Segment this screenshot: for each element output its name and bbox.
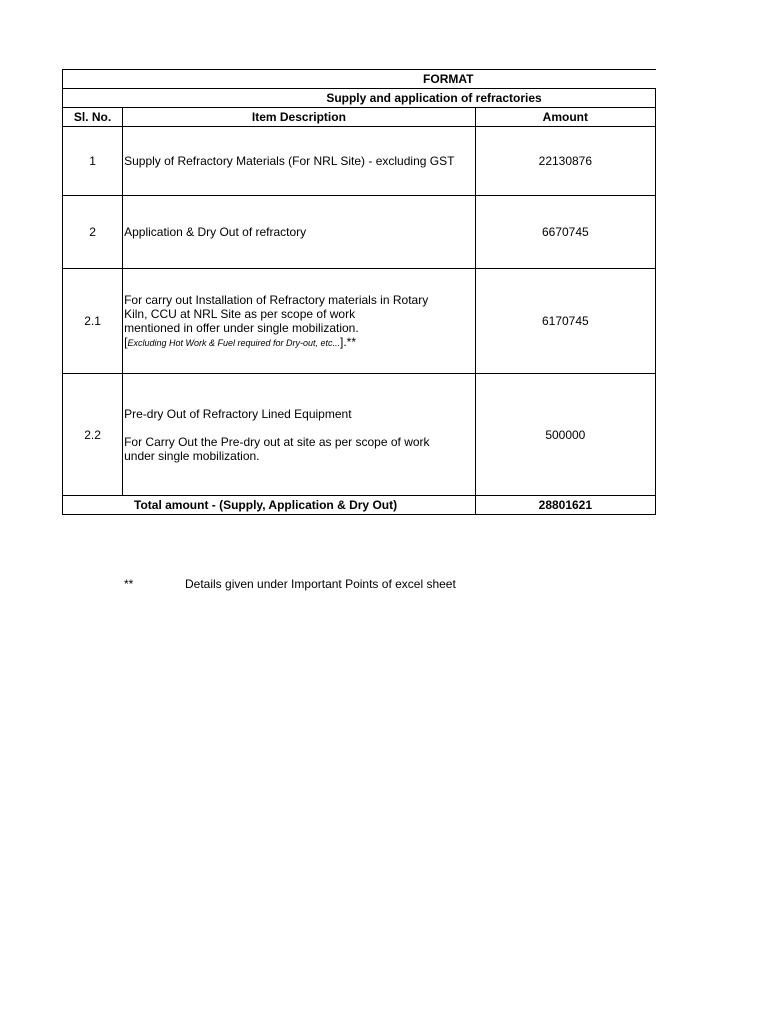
table-title-cell [63, 70, 656, 89]
row-sl: 2 [63, 196, 123, 269]
total-label: Total amount - (Supply, Application & Dry Out) [63, 496, 476, 515]
row-sl: 2.2 [63, 374, 123, 496]
description-line: Kiln, CCU at NRL Site as per scope of work [124, 306, 356, 321]
footnote-marker: ** [124, 577, 134, 591]
description-line: under single mobilization. [124, 448, 260, 463]
row-amount: 500000 [475, 374, 655, 496]
format-table [62, 69, 656, 515]
row-sl: 1 [63, 127, 123, 196]
footnote [124, 577, 456, 591]
note-bracket-close: ].** [340, 334, 357, 349]
title-row [63, 70, 656, 89]
total-row [63, 496, 656, 515]
table-subtitle: Supply and application of refractories [326, 91, 542, 105]
description-note-line [124, 335, 475, 350]
row-description [123, 374, 476, 496]
note-bracket-open: [ [124, 334, 128, 349]
row-sl: 2.1 [63, 269, 123, 374]
table-title: FORMAT [423, 72, 474, 86]
header-sl-no: Sl. No. [63, 108, 123, 127]
row-amount: 6670745 [475, 196, 655, 269]
line-gap [124, 421, 475, 435]
format-sheet [62, 69, 656, 515]
column-header-row [63, 108, 656, 127]
description-note: Excluding Hot Work & Fuel required for Dry-out, etc... [127, 337, 341, 348]
row-description [123, 269, 476, 374]
total-amount: 28801621 [475, 496, 655, 515]
description-line: For carry out Installation of Refractory materials in Rotary [124, 292, 429, 307]
table-subtitle-cell [63, 89, 656, 108]
row-description: Supply of Refractory Materials (For NRL Site) - excluding GST [123, 127, 476, 196]
header-item-description: Item Description [123, 108, 476, 127]
row-amount: 22130876 [475, 127, 655, 196]
description-line: Pre-dry Out of Refractory Lined Equipment [124, 406, 352, 421]
table-row [63, 196, 656, 269]
footnote-text: Details given under Important Points of excel sheet [185, 577, 456, 591]
row-description: Application & Dry Out of refractory [123, 196, 476, 269]
description-line: mentioned in offer under single mobilization. [124, 320, 359, 335]
row-amount: 6170745 [475, 269, 655, 374]
subtitle-row [63, 89, 656, 108]
table-row [63, 127, 656, 196]
table-row [63, 374, 656, 496]
table-row [63, 269, 656, 374]
description-line: For Carry Out the Pre-dry out at site as per scope of work [124, 434, 430, 449]
header-amount: Amount [475, 108, 655, 127]
